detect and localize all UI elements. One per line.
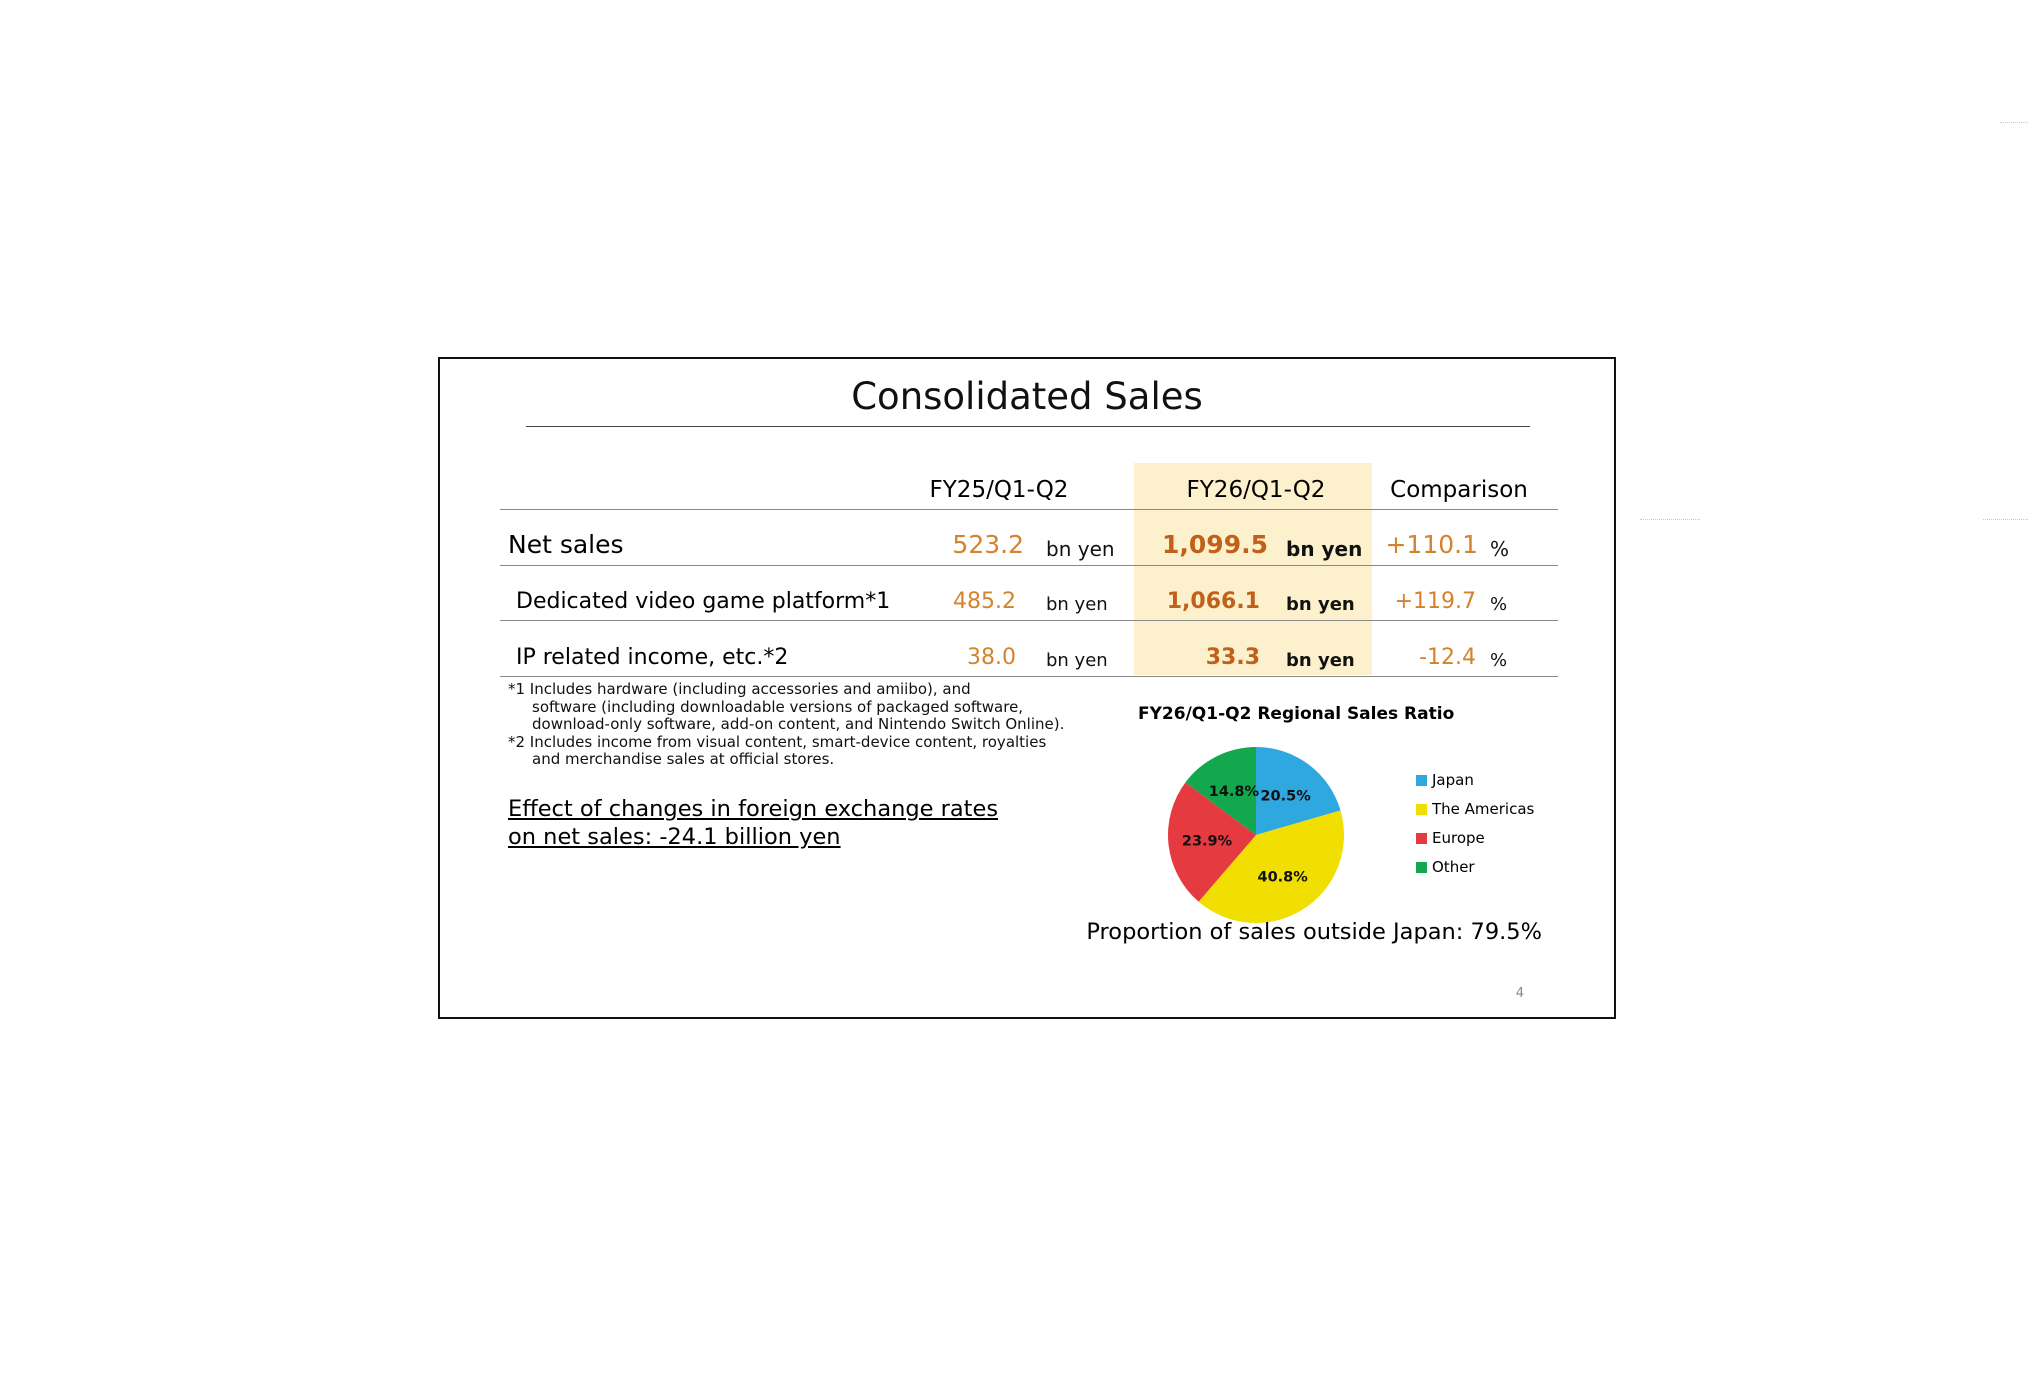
dedicated-platform-comparison-unit: % <box>1490 594 1508 615</box>
footnote-line: and merchandise sales at official stores. <box>532 750 835 769</box>
legend-item-the-americas <box>1416 800 1534 829</box>
footnote-line: software (including downloadable versions of packaged software, <box>532 697 1024 716</box>
page-number: 4 <box>1515 986 1524 1001</box>
ip-income-comparison-unit: % <box>1490 650 1508 671</box>
outside-japan-proportion: Proportion of sales outside Japan: 79.5% <box>1086 919 1542 945</box>
row-divider <box>500 620 1558 621</box>
footnote-line: *2 Includes income from visual content, smart-device content, royalties <box>508 732 1047 751</box>
legend-item-europe <box>1416 829 1534 858</box>
dedicated-platform-comparison: +119.7 <box>1394 589 1476 614</box>
fx-effect-line2: on net sales: -24.1 billion yen <box>508 824 841 850</box>
header-fy26: FY26/Q1-Q2 <box>1186 477 1326 503</box>
net-sales-comparison: +110.1 <box>1385 530 1478 559</box>
dedicated-platform-fy25: 485.2 <box>953 589 1016 614</box>
row-label-net-sales: Net sales <box>508 530 624 559</box>
margin-dots <box>1983 519 2028 520</box>
ip-income-fy25: 38.0 <box>967 645 1016 670</box>
dedicated-platform-fy26-unit: bn yen <box>1286 594 1355 615</box>
legend-label: The Americas <box>1432 800 1535 818</box>
ip-income-fy26: 33.3 <box>1205 645 1260 670</box>
row-label-dedicated-platform: Dedicated video game platform*1 <box>516 589 891 614</box>
title-divider <box>526 426 1530 427</box>
legend-swatch <box>1416 804 1427 815</box>
row-label-ip-income: IP related income, etc.*2 <box>516 645 789 670</box>
fx-effect-line1: Effect of changes in foreign exchange rates <box>508 796 999 822</box>
net-sales-fy25-unit: bn yen <box>1046 537 1115 561</box>
ip-income-comparison: -12.4 <box>1419 645 1476 670</box>
regional-sales-pie-chart <box>1156 735 1356 935</box>
net-sales-fy25: 523.2 <box>952 530 1024 559</box>
page-title: Consolidated Sales <box>851 375 1203 418</box>
footnote-line: *1 Includes hardware (including accessories and amiibo), and <box>508 680 971 698</box>
header-divider <box>500 509 1558 510</box>
legend-item-other <box>1416 858 1534 887</box>
legend-label: Japan <box>1432 771 1474 789</box>
legend-swatch <box>1416 775 1427 786</box>
net-sales-fy26-unit: bn yen <box>1286 537 1363 561</box>
net-sales-comparison-unit: % <box>1490 537 1510 561</box>
footnote-line: download-only software, add-on content, and Nintendo Switch Online). <box>532 715 1065 734</box>
pie-label-the-americas: 40.8% <box>1257 869 1308 886</box>
legend-swatch <box>1416 833 1427 844</box>
pie-label-japan: 20.5% <box>1260 788 1311 805</box>
ip-income-fy25-unit: bn yen <box>1046 650 1108 671</box>
margin-dots <box>2000 122 2028 123</box>
row-divider <box>500 565 1558 566</box>
dedicated-platform-fy25-unit: bn yen <box>1046 594 1108 615</box>
row-divider <box>500 676 1558 677</box>
pie-label-europe: 23.9% <box>1181 833 1233 850</box>
header-fy25: FY25/Q1-Q2 <box>929 477 1069 503</box>
ip-income-fy26-unit: bn yen <box>1286 650 1355 671</box>
pie-label-other: 14.8% <box>1208 783 1260 800</box>
net-sales-fy26: 1,099.5 <box>1162 530 1268 559</box>
chart-legend <box>1416 771 1534 887</box>
footnotes <box>508 681 1064 769</box>
legend-item-japan <box>1416 771 1534 800</box>
margin-dots <box>1640 519 1700 520</box>
header-comparison: Comparison <box>1390 477 1528 503</box>
legend-label: Other <box>1432 858 1475 876</box>
dedicated-platform-fy26: 1,066.1 <box>1166 589 1260 614</box>
chart-title: FY26/Q1-Q2 Regional Sales Ratio <box>1138 704 1455 724</box>
slide <box>438 357 1616 1019</box>
fx-effect-note <box>508 795 998 851</box>
legend-label: Europe <box>1432 829 1485 847</box>
legend-swatch <box>1416 862 1427 873</box>
